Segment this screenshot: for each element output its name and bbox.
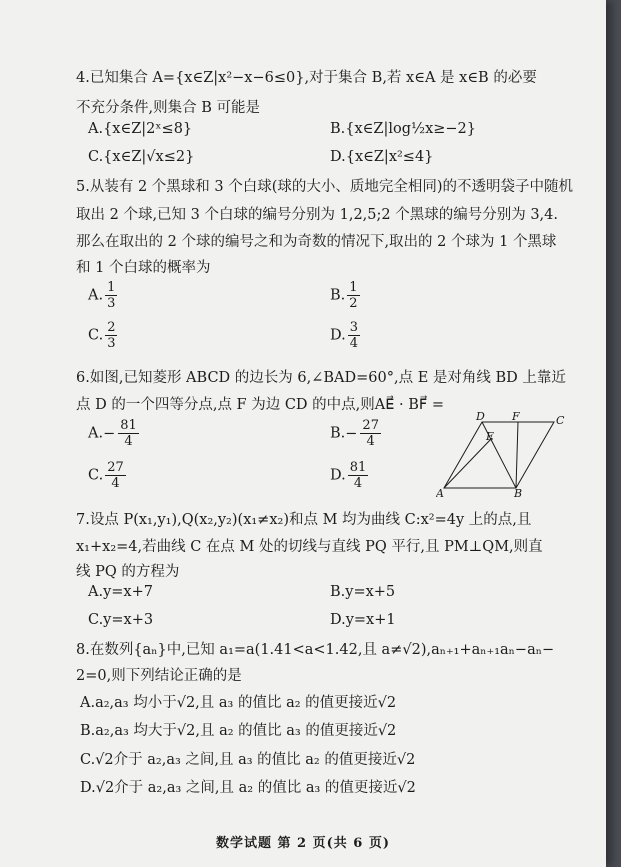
label-d: D (476, 412, 485, 423)
q6-option-c-fraction: $\frac{27}{4}$ (107, 460, 124, 491)
q5-option-b-fraction: $\frac{1}{2}$ (349, 280, 358, 311)
q7-line3: 线 PQ 的方程为 (76, 564, 180, 580)
q5-line1: 5.从装有 2 个黑球和 3 个白球(球的大小、质地完全相同)的不透明袋子中随机 (76, 179, 574, 195)
q8-option-c: C.√2介于 a₂,a₃ 之间,且 a₃ 的值比 a₂ 的值更接近√2 (80, 752, 416, 768)
q5-option-c-label: C. (88, 327, 104, 344)
q6-line2: 点 D 的一个四等分点,点 F 为边 CD 的中点,则AE⃗ · BF⃗ = (76, 397, 444, 413)
q6-line1: 6.如图,已知菱形 ABCD 的边长为 6,∠BAD=60°,点 E 是对角线 BD 上靠近 (76, 370, 566, 386)
q4-option-b: B.{x∈Z|log½x≥−2} (330, 121, 476, 137)
q8-option-a: A.a₂,a₃ 均小于√2,且 a₃ 的值比 a₂ 的值更接近√2 (80, 695, 397, 711)
q7-option-c: C.y=x+3 (88, 612, 154, 628)
q7-option-b: B.y=x+5 (330, 584, 396, 600)
q5-line4: 和 1 个白球的概率为 (76, 260, 211, 276)
q6-option-b-label: B. (330, 425, 346, 442)
q6-option-c (88, 460, 126, 491)
q4-option-d: D.{x∈Z|x²≤4} (330, 149, 434, 165)
q7-option-a: A.y=x+7 (88, 584, 153, 600)
label-a: A (436, 487, 444, 498)
q5-option-b-label: B. (330, 287, 346, 304)
label-b: B (514, 487, 523, 498)
q4-option-a: A.{x∈Z|2ˣ≤8} (88, 121, 193, 137)
q7-line1: 7.设点 P(x₁,y₁),Q(x₂,y₂)(x₁≠x₂)和点 M 均为曲线 C:x²=4y 上的点,且 (76, 512, 532, 528)
q6-option-b-sign: − (345, 425, 358, 442)
q8-line2: 2=0,则下列结论正确的是 (76, 668, 242, 684)
q8-line1: 8.在数列{aₙ}中,已知 a₁=a(1.41<a<1.42,且 a≠√2),aₙ₊₁+aₙ₊₁aₙ−aₙ− (76, 642, 555, 658)
q8-option-b: B.a₂,a₃ 均大于√2,且 a₂ 的值比 a₃ 的值更接近√2 (80, 723, 397, 739)
q5-option-b (330, 280, 360, 311)
q5-option-a (88, 280, 117, 311)
label-c: C (556, 414, 565, 427)
q6-option-b-fraction: $\frac{27}{4}$ (362, 418, 379, 449)
q5-option-a-label: A. (88, 287, 104, 304)
q5-option-d-label: D. (330, 327, 346, 344)
q6-option-c-label: C. (88, 467, 104, 484)
q5-option-d-fraction: $\frac{3}{4}$ (349, 320, 358, 351)
q4-line2: 不充分条件,则集合 B 可能是 (76, 100, 260, 116)
q7-line2: x₁+x₂=4,若曲线 C 在点 M 处的切线与直线 PQ 平行,且 PM⊥QM,则直 (76, 539, 543, 555)
q6-option-a-fraction: $\frac{81}{4}$ (120, 418, 137, 449)
q6-option-d (330, 460, 368, 491)
label-f: F (512, 412, 520, 423)
q7-option-d: D.y=x+1 (330, 612, 396, 628)
q5-option-c-fraction: $\frac{2}{3}$ (107, 320, 116, 351)
page-footer: 数学试题 第 2 页(共 6 页) (215, 836, 391, 851)
q5-line2: 取出 2 个球,已知 3 个白球的编号分别为 1,2,5;2 个黑球的编号分别为 3,4. (76, 207, 558, 223)
q6-option-a (88, 418, 139, 449)
segment-bf (516, 422, 518, 488)
q5-option-a-fraction: $\frac{1}{3}$ (107, 280, 116, 311)
q5-option-c (88, 320, 117, 351)
q6-option-a-label: A. (88, 425, 104, 442)
q6-option-a-sign: − (103, 425, 116, 442)
q6-option-d-label: D. (330, 467, 346, 484)
q5-option-d (330, 320, 360, 351)
q6-option-b (330, 418, 381, 449)
q8-option-d: D.√2介于 a₂,a₃ 之间,且 a₂ 的值比 a₃ 的值更接近√2 (80, 780, 416, 796)
rhombus-figure (436, 412, 566, 498)
q5-line3: 那么在取出的 2 个球的编号之和为奇数的情况下,取出的 2 个球为 1 个黑球 (76, 234, 557, 250)
q4-option-c: C.{x∈Z|√x≤2} (88, 149, 195, 165)
q6-option-d-fraction: $\frac{81}{4}$ (349, 460, 367, 491)
q4-line1: 4.已知集合 A={x∈Z|x²−x−6≤0},对于集合 B,若 x∈A 是 x∈B 的必要 (76, 70, 537, 86)
label-e: E (486, 430, 495, 443)
